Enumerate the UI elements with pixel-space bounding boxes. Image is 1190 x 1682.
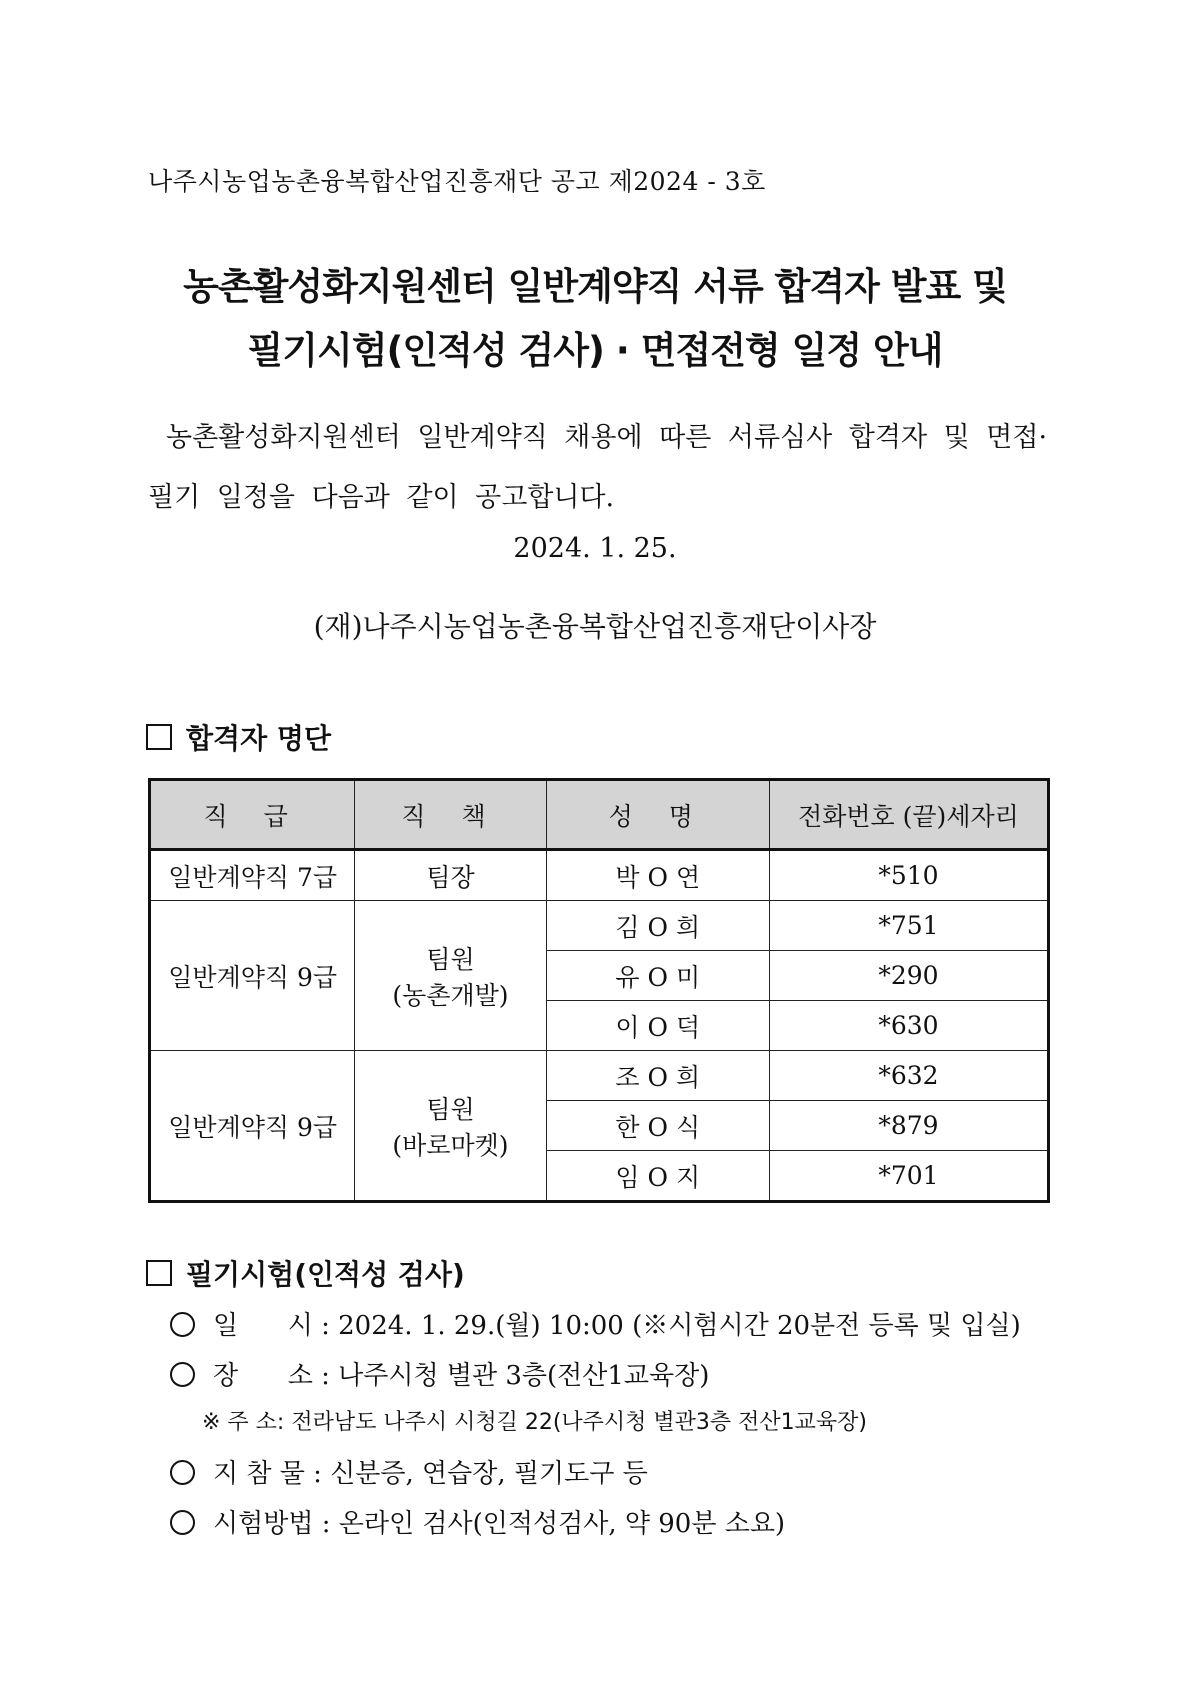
checkbox-square-icon xyxy=(146,1260,172,1286)
role-cell: 팀장 xyxy=(355,850,546,901)
passer-table xyxy=(148,778,1050,1203)
exam-time-row: 일 시 : 2024. 1. 29.(월) 10:00 (※시험시간 20분전 등록 및 입실) xyxy=(170,1305,1021,1342)
grade-cell: 일반계약직 9급 xyxy=(150,1051,355,1202)
intro-paragraph: 농촌활성화지원센터 일반계약직 채용에 따른 서류심사 합격자 및 면접·필기 일정을 다음과 같이 공고합니다. xyxy=(148,422,1048,513)
role-cell: 팀원 (바로마켓) xyxy=(355,1051,546,1202)
checkbox-square-icon xyxy=(146,724,172,750)
phone-cell: *879 xyxy=(769,1101,1048,1151)
section-heading-exam: 필기시험(인적성 검사) xyxy=(146,1253,465,1293)
phone-cell: *510 xyxy=(769,850,1048,901)
table-header-row xyxy=(150,780,1049,850)
name-cell: 조 O 희 xyxy=(546,1051,769,1101)
section-heading-roster: 합격자 명단 xyxy=(146,717,331,757)
role-cell: 팀원 (농촌개발) xyxy=(355,901,546,1051)
table-row xyxy=(150,1051,1049,1101)
circle-bullet-icon xyxy=(170,1362,195,1387)
notice-number: 나주시농업농촌융복합산업진흥재단 공고 제2024 - 3호 xyxy=(148,167,766,196)
announcement-date: 2024. 1. 25. xyxy=(513,533,677,564)
table-row xyxy=(150,850,1049,901)
name-cell: 유 O 미 xyxy=(546,951,769,1001)
issuer-name: (재)나주시농업농촌융복합산업진흥재단이사장 xyxy=(313,610,877,643)
phone-cell: *290 xyxy=(769,951,1048,1001)
name-cell: 이 O 덕 xyxy=(546,1001,769,1051)
table-row xyxy=(150,901,1049,951)
header-phone: 전화번호 (끝)세자리 xyxy=(769,780,1048,850)
header-name: 성 명 xyxy=(546,780,769,850)
circle-bullet-icon xyxy=(170,1312,195,1337)
phone-cell: *630 xyxy=(769,1001,1048,1051)
name-cell: 임 O 지 xyxy=(546,1151,769,1202)
grade-cell: 일반계약직 7급 xyxy=(150,850,355,901)
name-cell: 박 O 연 xyxy=(546,850,769,901)
phone-cell: *701 xyxy=(769,1151,1048,1202)
circle-bullet-icon xyxy=(170,1460,195,1485)
exam-place-row: 장 소 : 나주시청 별관 3층(전산1교육장) xyxy=(170,1355,709,1392)
circle-bullet-icon xyxy=(170,1510,195,1535)
name-cell: 한 O 식 xyxy=(546,1101,769,1151)
header-role: 직 책 xyxy=(355,780,546,850)
grade-cell: 일반계약직 9급 xyxy=(150,901,355,1051)
exam-items-row: 지 참 물 : 신분증, 연습장, 필기도구 등 xyxy=(170,1453,648,1490)
name-cell: 김 O 희 xyxy=(546,901,769,951)
exam-method-row: 시험방법 : 온라인 검사(인적성검사, 약 90분 소요) xyxy=(170,1503,785,1540)
phone-cell: *632 xyxy=(769,1051,1048,1101)
page-title-line1: 농촌활성화지원센터 일반계약직 서류 합격자 발표 및 xyxy=(183,265,1007,308)
phone-cell: *751 xyxy=(769,901,1048,951)
header-grade: 직 급 xyxy=(150,780,355,850)
page-title-line2: 필기시험(인적성 검사) · 면접전형 일정 안내 xyxy=(247,329,943,372)
exam-address: ※ 주 소: 전라남도 나주시 시청길 22(나주시청 별관3층 전산1교육장) xyxy=(202,1410,867,1435)
